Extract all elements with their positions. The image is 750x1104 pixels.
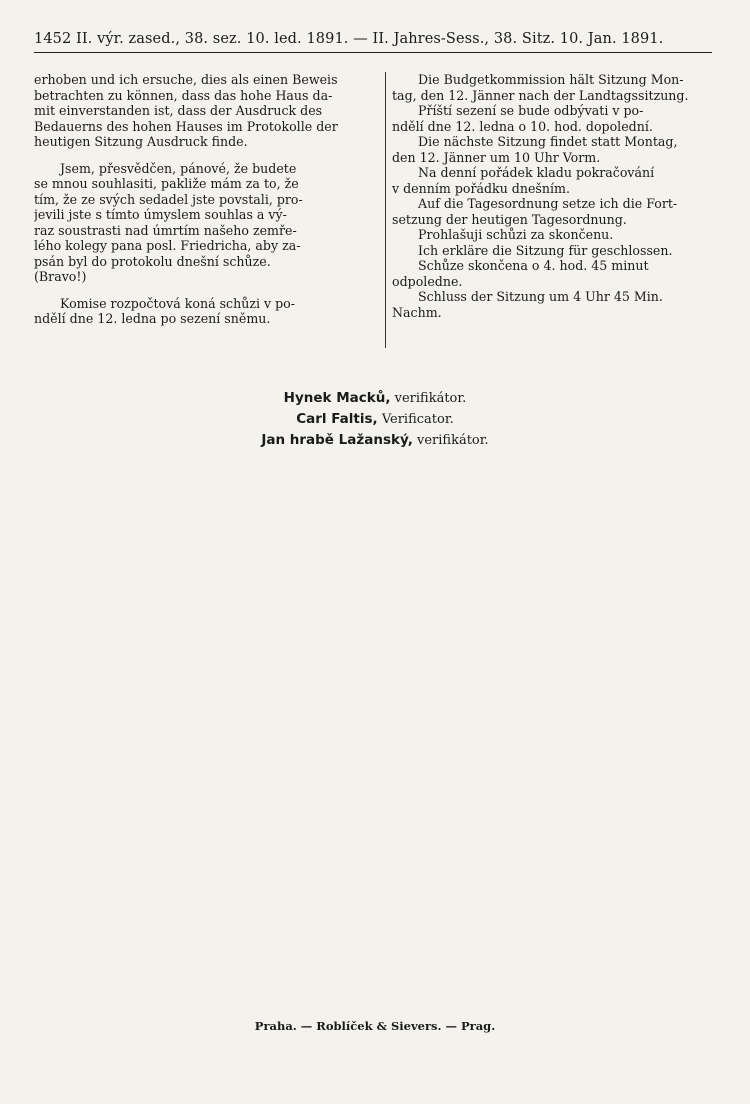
signature-block [0,388,750,451]
text-line: raz soustrasti nad úmrtím našeho zemře- [34,222,297,238]
text-line: erhoben und ich ersuche, dies als einen Beweis [34,72,338,87]
text-line: Příští sezení se bude odbývati v po- [418,103,644,118]
left-german-paragraph [34,72,384,150]
text-line: lého kolegy pana posl. Friedricha, aby za- [34,238,301,253]
text-line: ndělí dne 12. ledna o 10. hod. dopolední. [392,118,653,134]
text-line: odpoledne. [392,273,463,289]
left-czech-paragraph [34,161,384,285]
left-column [34,72,384,327]
text-line: jevili jste s tímto úmyslem souhlas a vý- [34,207,287,222]
text-line: Schluss der Sitzung um 4 Uhr 45 Min. [418,289,663,304]
printer-footer: Praha. — Roblíček & Sievers. — Prag. [254,1019,496,1033]
text-line: setzung der heutigen Tagesordnung. [392,211,627,227]
text-line: ndělí dne 12. ledna po sezení sněmu. [34,311,271,326]
text-line: betrachten zu können, dass das hohe Haus da- [34,87,333,103]
text-line: se mnou souhlasiti, pakliže mám za to, že [34,176,299,191]
signer-role: verifikátor. [416,433,489,448]
text-line: Prohlašuji schůzi za skončenu. [418,227,614,242]
signature-line [0,388,750,409]
text-line: Die nächste Sitzung findet statt Montag, [418,134,678,149]
signer-role: verifikátor. [394,391,467,406]
text-line: mit einverstanden ist, dass der Ausdruck des [34,103,323,118]
text-line: Bedauerns des hohen Hauses im Protokolle der [34,118,338,134]
text-line: heutigen Sitzung Ausdruck finde. [34,134,248,149]
text-line: Jsem, přesvědčen, pánové, že budete [60,160,297,176]
text-line: Schůze skončena o 4. hod. 45 minut [418,258,649,273]
text-line: Nachm. [392,304,442,320]
signer-name: Carl Faltis, [296,411,378,427]
text-line: Die Budgetkommission hält Sitzung Mon- [418,72,684,87]
signer-role: Verificator. [381,412,454,427]
signature-line [0,430,750,451]
text-line: v denním pořádku dnešním. [392,180,570,196]
signer-name: Jan hrabě Lažanský, [261,432,413,448]
signature-line [0,409,750,430]
text-line: tag, den 12. Jänner nach der Landtagssitzung. [392,87,689,103]
text-line: psán byl do protokolu dnešní schůze. [34,253,271,269]
text-line: (Bravo!) [34,269,87,284]
text-line: Ich erkläre die Sitzung für geschlossen. [418,242,673,258]
signer-name: Hynek Macků, [283,390,391,406]
page-header: 1452 II. výr. zased., 38. sez. 10. led. 1891. — II. Jahres-Sess., 38. Sitz. 10. Jan. 1891. [34,30,712,53]
text-line: Na denní pořádek kladu pokračování [418,165,655,180]
right-column [392,72,714,320]
text-line: Komise rozpočtová koná schůzi v po- [60,295,296,311]
text-line: Auf die Tagesordnung setze ich die Fort- [418,196,678,211]
text-line: tím, že ze svých sedadel jste povstali, pro- [34,191,303,207]
komise-paragraph [34,296,384,327]
text-line: den 12. Jänner um 10 Uhr Vorm. [392,149,601,165]
column-divider [385,72,386,348]
